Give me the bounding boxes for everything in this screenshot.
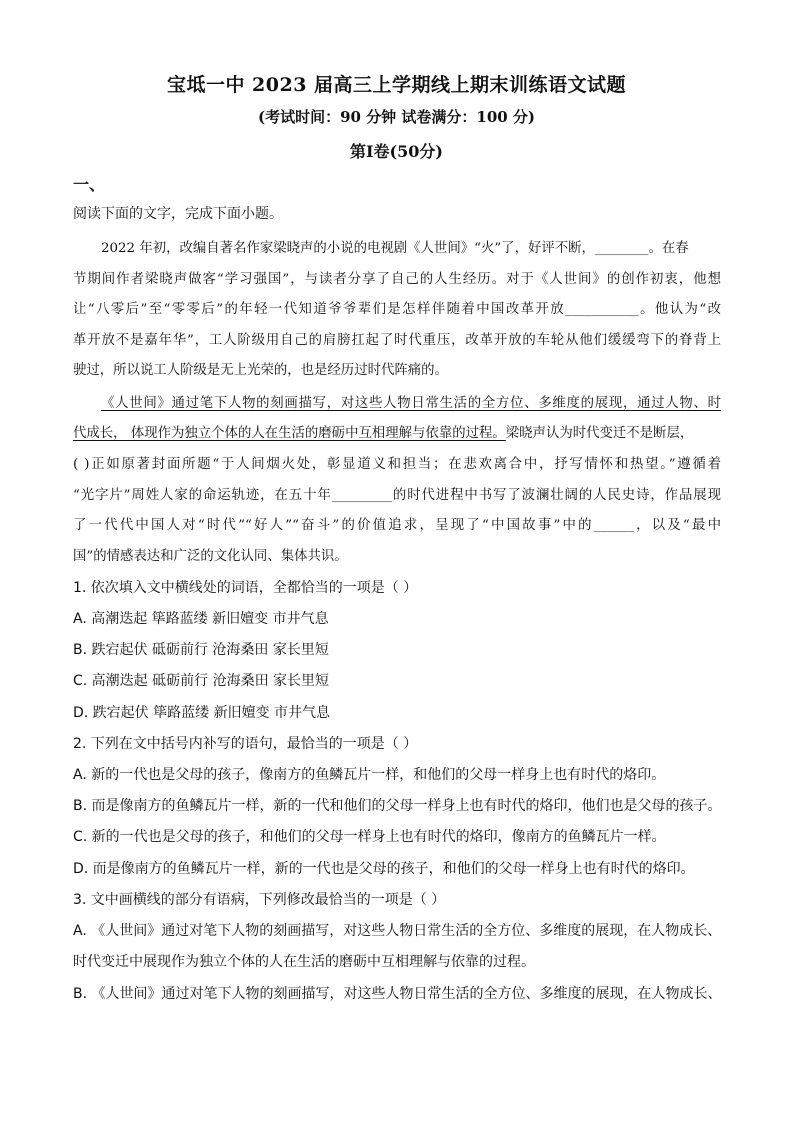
passage-line: 让“八零后”至“零零后”的年轻一代知道爷爷辈们是怎样伴随着中国改革开放___________。他认为“改 [73, 302, 721, 317]
exam-subtitle: (考试时间：90 分钟 试卷满分：100 分) [257, 108, 536, 126]
question-2-stem: 2. 下列在文中括号内补写的语句，最恰当的一项是（ ） [73, 736, 418, 752]
question-3-stem: 3. 文中画横线的部分有语病，下列修改最恰当的一项是（ ） [73, 892, 446, 908]
question-2-option-b[interactable]: B. 而是像南方的鱼鳞瓦片一样，新的一代和他们的父母一样身上也有时代的烙印，他们也是父母的孩子。 [73, 798, 722, 814]
section-heading: 第Ⅰ卷(50分) [350, 142, 443, 161]
question-1-option-b[interactable]: B. 跌宕起伏 砥砺前行 沧海桑田 家长里短 [73, 642, 329, 658]
passage-line: 革开放不是嘉年华”，工人阶级用自己的肩膀扛起了时代重压，改革开放的车轮从他们缓缓弯下的脊背上 [73, 333, 721, 348]
instruction: 阅读下面的文字，完成下面小题。 [73, 206, 283, 222]
part-heading: 一、 [73, 175, 106, 194]
question-2-option-c[interactable]: C. 新的一代也是父母的孩子，和他们的父母一样身上也有时代的烙印，像南方的鱼鳞瓦片一样。 [73, 829, 666, 845]
passage-line: “光字片”周姓人家的命运轨迹，在五十年_________的时代进程中书写了波澜壮阔的人民史诗，作品展现 [73, 488, 721, 503]
passage-line: 驶过，所以说工人阶级是无上光荣的，也是经历过时代阵痛的。 [73, 363, 448, 378]
question-3-option-a[interactable]: A. 《人世间》通过对笔下人物的刻画描写，对这些人物日常生活的全方位、多维度的展现，在人物成长、 [73, 923, 722, 939]
underlined-sentence [73, 422, 693, 441]
question-2-option-d[interactable]: D. 而是像南方的鱼鳞瓦片一样，新的一代也是父母的孩子，和他们的父母一样身上也有时代的烙印。 [73, 861, 695, 877]
question-1-option-c[interactable]: C. 高潮迭起 砥砺前行 沧海桑田 家长里短 [73, 673, 330, 689]
passage-line: 了一代代中国人对“时代”“好人”“奋斗”的价值追求，呈现了“中国故事”中的______，以及“最中 [73, 518, 721, 533]
question-3-option-b[interactable]: B. 《人世间》通过对笔下人物的刻画描写，对这些人物日常生活的全方位、多维度的展现，在人物成长、 [73, 986, 722, 1002]
passage-line: ( )正如原著封面所题“于人间烟火处，彰显道义和担当；在悲欢离合中，抒写情怀和热望。”遵循着 [73, 457, 721, 472]
question-1-option-d[interactable]: D. 跌宕起伏 筚路蓝缕 新旧嬗变 市井气息 [73, 705, 331, 721]
underlined-sentence: 《人世间》通过笔下人物的刻画描写，对这些人物日常生活的全方位、多维度的展现，通过人物、时 [101, 396, 721, 411]
passage-line: 节期间作者梁晓声做客“学习强国”，与读者分享了自己的人生经历。对于《人世间》的创作初衷，他想 [73, 272, 721, 287]
question-2-option-a[interactable]: A. 新的一代也是父母的孩子，像南方的鱼鳞瓦片一样，和他们的父母一样身上也有时代的烙印。 [73, 767, 666, 783]
question-1-option-a[interactable]: A. 高潮迭起 筚路蓝缕 新旧嬗变 市井气息 [73, 611, 329, 627]
exam-title: 宝坻一中 2023 届高三上学期线上期末训练语文试题 [166, 74, 627, 96]
question-3-option-a-cont: 时代变迁中展现作为独立个体的人在生活的磨砺中互相理解与依靠的过程。 [73, 954, 535, 970]
question-1-stem: 1. 依次填入文中横线处的词语，全都恰当的一项是（ ） [73, 580, 418, 596]
passage-line: 2022 年初，改编自著名作家梁晓声的小说的电视剧《人世间》“火”了，好评不断，________。在春 [101, 241, 689, 256]
underlined-sentence-end: 代成长， 体现作为独立个体的人在生活的磨砺中互相理解与依靠的过程。 [73, 426, 506, 441]
passage-text: 梁晓声认为时代变迁不是断层， [505, 426, 694, 441]
passage-line: 国”的情感表达和广泛的文化认同、集体共识。 [73, 549, 348, 564]
